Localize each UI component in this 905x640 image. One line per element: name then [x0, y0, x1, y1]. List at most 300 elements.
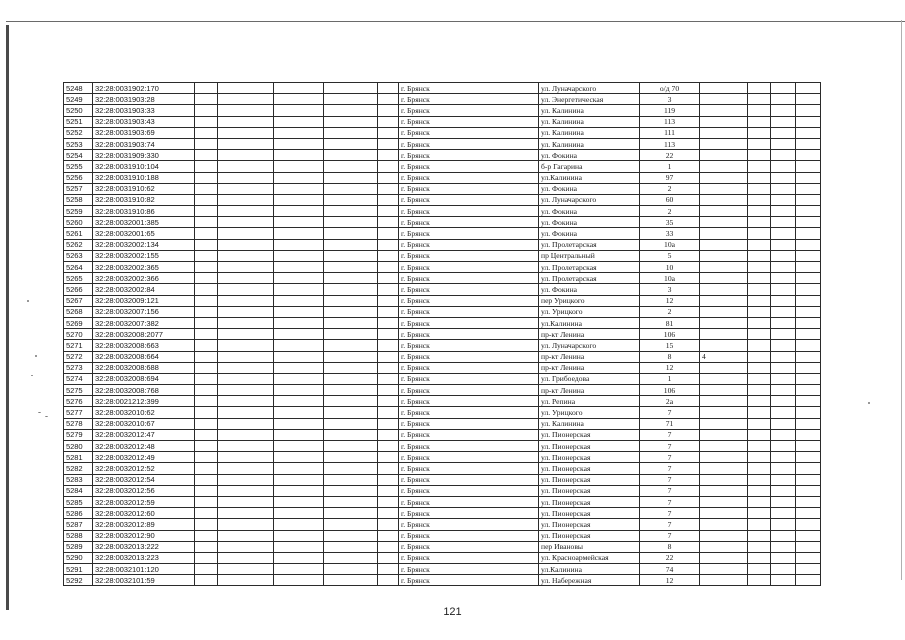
- blank-cell: [195, 452, 218, 463]
- city-cell: г. Брянск: [399, 441, 539, 452]
- blank-cell: [748, 138, 771, 149]
- blank-cell: [195, 496, 218, 507]
- blank-cell: [378, 228, 399, 239]
- cadastral-number: 32:28:0032012:89: [93, 519, 195, 530]
- cadastral-number: 32:28:0031910:104: [93, 161, 195, 172]
- cadastral-number: 32:28:0032012:48: [93, 441, 195, 452]
- street-cell: ул. Фокина: [539, 150, 640, 161]
- record-number: 5277: [64, 407, 93, 418]
- blank-cell: [195, 172, 218, 183]
- blank-cell: [748, 295, 771, 306]
- cadastral-number: 32:28:0031903:69: [93, 127, 195, 138]
- blank-cell: [324, 496, 378, 507]
- blank-cell: [771, 485, 796, 496]
- blank-cell: [796, 172, 821, 183]
- blank-cell: [274, 94, 324, 105]
- record-number: 5291: [64, 564, 93, 575]
- city-cell: г. Брянск: [399, 452, 539, 463]
- blank-cell: [796, 441, 821, 452]
- blank-cell: [324, 183, 378, 194]
- blank-cell: [378, 463, 399, 474]
- blank-cell: [796, 508, 821, 519]
- blank-cell: [748, 83, 771, 94]
- blank-cell: [748, 552, 771, 563]
- table-row: [64, 306, 821, 317]
- record-number: 5275: [64, 385, 93, 396]
- house-cell: 3: [640, 284, 700, 295]
- blank-cell: [218, 474, 274, 485]
- blank-cell: [274, 329, 324, 340]
- blank-cell: [274, 127, 324, 138]
- street-cell: ул. Грибоедова: [539, 373, 640, 384]
- table-row: [64, 429, 821, 440]
- house-cell: 5: [640, 250, 700, 261]
- record-number: 5249: [64, 94, 93, 105]
- blank-cell: [771, 127, 796, 138]
- blank-cell: [796, 228, 821, 239]
- cadastral-number: 32:28:0032013:222: [93, 541, 195, 552]
- cadastral-number: 32:28:0031903:28: [93, 94, 195, 105]
- blank-cell: [195, 418, 218, 429]
- blank-cell: [218, 284, 274, 295]
- blank-cell: [378, 194, 399, 205]
- record-number: 5268: [64, 306, 93, 317]
- blank-cell: [324, 564, 378, 575]
- table-row: [64, 441, 821, 452]
- blank-cell: [378, 306, 399, 317]
- extra-cell: [700, 217, 748, 228]
- blank-cell: [748, 541, 771, 552]
- blank-cell: [771, 273, 796, 284]
- blank-cell: [218, 463, 274, 474]
- blank-cell: [274, 340, 324, 351]
- blank-cell: [796, 396, 821, 407]
- record-number: 5276: [64, 396, 93, 407]
- city-cell: г. Брянск: [399, 429, 539, 440]
- blank-cell: [324, 295, 378, 306]
- city-cell: г. Брянск: [399, 183, 539, 194]
- blank-cell: [218, 575, 274, 586]
- blank-cell: [748, 239, 771, 250]
- blank-cell: [748, 564, 771, 575]
- blank-cell: [218, 452, 274, 463]
- blank-cell: [771, 138, 796, 149]
- table-row: [64, 407, 821, 418]
- blank-cell: [274, 407, 324, 418]
- record-number: 5288: [64, 530, 93, 541]
- blank-cell: [195, 250, 218, 261]
- blank-cell: [195, 351, 218, 362]
- blank-cell: [274, 418, 324, 429]
- table-row: [64, 362, 821, 373]
- street-cell: ул. Урицкого: [539, 306, 640, 317]
- extra-cell: [700, 552, 748, 563]
- blank-cell: [796, 575, 821, 586]
- blank-cell: [324, 284, 378, 295]
- extra-cell: [700, 373, 748, 384]
- blank-cell: [796, 519, 821, 530]
- blank-cell: [771, 541, 796, 552]
- blank-cell: [218, 485, 274, 496]
- city-cell: г. Брянск: [399, 564, 539, 575]
- street-cell: ул. Красноармейская: [539, 552, 640, 563]
- blank-cell: [218, 317, 274, 328]
- street-cell: пер Ивановы: [539, 541, 640, 552]
- blank-cell: [378, 396, 399, 407]
- city-cell: г. Брянск: [399, 150, 539, 161]
- blank-cell: [771, 418, 796, 429]
- blank-cell: [274, 116, 324, 127]
- blank-cell: [195, 407, 218, 418]
- blank-cell: [378, 564, 399, 575]
- blank-cell: [195, 127, 218, 138]
- record-number: 5259: [64, 206, 93, 217]
- blank-cell: [748, 396, 771, 407]
- street-cell: ул.Калинина: [539, 564, 640, 575]
- street-cell: ул. Пролетарская: [539, 273, 640, 284]
- table-row: [64, 217, 821, 228]
- table-row: [64, 105, 821, 116]
- blank-cell: [195, 138, 218, 149]
- blank-cell: [796, 306, 821, 317]
- table-row: [64, 474, 821, 485]
- table-row: [64, 317, 821, 328]
- blank-cell: [748, 250, 771, 261]
- blank-cell: [378, 262, 399, 273]
- blank-cell: [378, 552, 399, 563]
- house-cell: 2а: [640, 396, 700, 407]
- record-number: 5255: [64, 161, 93, 172]
- house-cell: 7: [640, 508, 700, 519]
- extra-cell: [700, 496, 748, 507]
- record-number: 5279: [64, 429, 93, 440]
- blank-cell: [771, 295, 796, 306]
- house-cell: 97: [640, 172, 700, 183]
- extra-cell: [700, 575, 748, 586]
- blank-cell: [274, 206, 324, 217]
- city-cell: г. Брянск: [399, 340, 539, 351]
- blank-cell: [378, 94, 399, 105]
- city-cell: г. Брянск: [399, 396, 539, 407]
- blank-cell: [378, 206, 399, 217]
- registry-body: [64, 83, 821, 586]
- cadastral-number: 32:28:0032013:223: [93, 552, 195, 563]
- record-number: 5285: [64, 496, 93, 507]
- street-cell: пр-кт Ленина: [539, 351, 640, 362]
- house-cell: 113: [640, 138, 700, 149]
- blank-cell: [796, 239, 821, 250]
- blank-cell: [748, 262, 771, 273]
- blank-cell: [748, 418, 771, 429]
- blank-cell: [218, 329, 274, 340]
- blank-cell: [324, 485, 378, 496]
- cadastral-number: 32:28:0031909:330: [93, 150, 195, 161]
- blank-cell: [274, 508, 324, 519]
- blank-cell: [195, 396, 218, 407]
- blank-cell: [378, 441, 399, 452]
- blank-cell: [195, 564, 218, 575]
- city-cell: г. Брянск: [399, 105, 539, 116]
- cadastral-number: 32:28:0032012:49: [93, 452, 195, 463]
- city-cell: г. Брянск: [399, 94, 539, 105]
- record-number: 5284: [64, 485, 93, 496]
- blank-cell: [218, 183, 274, 194]
- table-row: [64, 228, 821, 239]
- extra-cell: [700, 273, 748, 284]
- blank-cell: [378, 250, 399, 261]
- blank-cell: [324, 83, 378, 94]
- blank-cell: [324, 552, 378, 563]
- house-cell: 7: [640, 496, 700, 507]
- blank-cell: [324, 172, 378, 183]
- blank-cell: [218, 564, 274, 575]
- blank-cell: [796, 262, 821, 273]
- blank-cell: [274, 396, 324, 407]
- table-row: [64, 262, 821, 273]
- house-cell: 33: [640, 228, 700, 239]
- house-cell: 1: [640, 161, 700, 172]
- cadastral-number: 32:28:0032002:134: [93, 239, 195, 250]
- house-cell: 8: [640, 351, 700, 362]
- record-number: 5262: [64, 239, 93, 250]
- street-cell: ул. Пионерская: [539, 452, 640, 463]
- blank-cell: [378, 575, 399, 586]
- blank-cell: [274, 530, 324, 541]
- street-cell: ул. Луначарского: [539, 83, 640, 94]
- blank-cell: [195, 317, 218, 328]
- blank-cell: [771, 362, 796, 373]
- street-cell: ул. Пионерская: [539, 496, 640, 507]
- blank-cell: [796, 206, 821, 217]
- blank-cell: [748, 362, 771, 373]
- blank-cell: [195, 362, 218, 373]
- blank-cell: [195, 295, 218, 306]
- extra-cell: [700, 407, 748, 418]
- blank-cell: [378, 138, 399, 149]
- street-cell: пр Центральный: [539, 250, 640, 261]
- city-cell: г. Брянск: [399, 295, 539, 306]
- blank-cell: [796, 496, 821, 507]
- city-cell: г. Брянск: [399, 138, 539, 149]
- street-cell: ул. Пионерская: [539, 441, 640, 452]
- blank-cell: [274, 485, 324, 496]
- blank-cell: [218, 351, 274, 362]
- extra-cell: [700, 474, 748, 485]
- record-number: 5250: [64, 105, 93, 116]
- city-cell: г. Брянск: [399, 273, 539, 284]
- scan-edge-right: [901, 20, 902, 580]
- blank-cell: [748, 530, 771, 541]
- blank-cell: [274, 373, 324, 384]
- blank-cell: [796, 105, 821, 116]
- blank-cell: [796, 94, 821, 105]
- blank-cell: [748, 183, 771, 194]
- blank-cell: [195, 116, 218, 127]
- extra-cell: [700, 530, 748, 541]
- record-number: 5271: [64, 340, 93, 351]
- blank-cell: [748, 463, 771, 474]
- record-number: 5292: [64, 575, 93, 586]
- house-cell: 106: [640, 385, 700, 396]
- cadastral-number: 32:28:0032002:84: [93, 284, 195, 295]
- blank-cell: [195, 273, 218, 284]
- house-cell: 119: [640, 105, 700, 116]
- page-number: 121: [443, 606, 462, 618]
- city-cell: г. Брянск: [399, 575, 539, 586]
- extra-cell: [700, 317, 748, 328]
- blank-cell: [218, 116, 274, 127]
- scan-speck: [45, 416, 48, 417]
- blank-cell: [274, 351, 324, 362]
- blank-cell: [324, 530, 378, 541]
- city-cell: г. Брянск: [399, 127, 539, 138]
- blank-cell: [195, 485, 218, 496]
- extra-cell: [700, 452, 748, 463]
- blank-cell: [378, 496, 399, 507]
- table-row: [64, 83, 821, 94]
- cadastral-number: 32:28:0032012:52: [93, 463, 195, 474]
- blank-cell: [195, 508, 218, 519]
- blank-cell: [218, 541, 274, 552]
- blank-cell: [771, 407, 796, 418]
- blank-cell: [218, 519, 274, 530]
- cadastral-number: 32:28:0032012:90: [93, 530, 195, 541]
- blank-cell: [324, 306, 378, 317]
- blank-cell: [748, 441, 771, 452]
- blank-cell: [324, 105, 378, 116]
- blank-cell: [378, 429, 399, 440]
- blank-cell: [748, 519, 771, 530]
- blank-cell: [195, 373, 218, 384]
- house-cell: 3: [640, 94, 700, 105]
- blank-cell: [195, 183, 218, 194]
- blank-cell: [771, 105, 796, 116]
- record-number: 5273: [64, 362, 93, 373]
- blank-cell: [324, 116, 378, 127]
- blank-cell: [771, 116, 796, 127]
- blank-cell: [218, 396, 274, 407]
- blank-cell: [378, 362, 399, 373]
- scan-speck: [35, 355, 37, 357]
- blank-cell: [324, 161, 378, 172]
- house-cell: 111: [640, 127, 700, 138]
- blank-cell: [218, 340, 274, 351]
- blank-cell: [274, 306, 324, 317]
- table-row: [64, 127, 821, 138]
- table-row: [64, 138, 821, 149]
- record-number: 5254: [64, 150, 93, 161]
- extra-cell: [700, 250, 748, 261]
- blank-cell: [771, 317, 796, 328]
- record-number: 5265: [64, 273, 93, 284]
- cadastral-number: 32:28:0032007:382: [93, 317, 195, 328]
- blank-cell: [748, 340, 771, 351]
- blank-cell: [274, 161, 324, 172]
- blank-cell: [218, 273, 274, 284]
- blank-cell: [771, 351, 796, 362]
- city-cell: г. Брянск: [399, 217, 539, 228]
- blank-cell: [378, 273, 399, 284]
- city-cell: г. Брянск: [399, 206, 539, 217]
- cadastral-number: 32:28:0032012:60: [93, 508, 195, 519]
- blank-cell: [378, 340, 399, 351]
- blank-cell: [748, 172, 771, 183]
- house-cell: 7: [640, 407, 700, 418]
- blank-cell: [378, 329, 399, 340]
- extra-cell: [700, 150, 748, 161]
- extra-cell: [700, 94, 748, 105]
- blank-cell: [274, 105, 324, 116]
- blank-cell: [324, 429, 378, 440]
- blank-cell: [274, 83, 324, 94]
- city-cell: г. Брянск: [399, 329, 539, 340]
- blank-cell: [796, 150, 821, 161]
- blank-cell: [748, 116, 771, 127]
- city-cell: г. Брянск: [399, 485, 539, 496]
- record-number: 5252: [64, 127, 93, 138]
- extra-cell: [700, 116, 748, 127]
- blank-cell: [218, 83, 274, 94]
- blank-cell: [771, 194, 796, 205]
- street-cell: ул. Калинина: [539, 138, 640, 149]
- cadastral-number: 32:28:0032009:121: [93, 295, 195, 306]
- extra-cell: [700, 329, 748, 340]
- blank-cell: [274, 150, 324, 161]
- cadastral-number: 32:28:0031903:43: [93, 116, 195, 127]
- extra-cell: [700, 295, 748, 306]
- house-cell: 12: [640, 575, 700, 586]
- extra-cell: [700, 206, 748, 217]
- blank-cell: [771, 150, 796, 161]
- blank-cell: [274, 385, 324, 396]
- blank-cell: [195, 463, 218, 474]
- table-row: [64, 161, 821, 172]
- blank-cell: [796, 474, 821, 485]
- table-row: [64, 496, 821, 507]
- blank-cell: [771, 262, 796, 273]
- table-row: [64, 452, 821, 463]
- record-number: 5261: [64, 228, 93, 239]
- blank-cell: [796, 530, 821, 541]
- blank-cell: [324, 329, 378, 340]
- blank-cell: [274, 284, 324, 295]
- blank-cell: [771, 329, 796, 340]
- blank-cell: [771, 429, 796, 440]
- house-cell: 7: [640, 474, 700, 485]
- blank-cell: [218, 161, 274, 172]
- record-number: 5280: [64, 441, 93, 452]
- blank-cell: [218, 295, 274, 306]
- street-cell: ул. Фокина: [539, 228, 640, 239]
- street-cell: ул. Пионерская: [539, 474, 640, 485]
- blank-cell: [195, 329, 218, 340]
- blank-cell: [324, 138, 378, 149]
- blank-cell: [378, 407, 399, 418]
- blank-cell: [274, 239, 324, 250]
- blank-cell: [218, 94, 274, 105]
- blank-cell: [748, 329, 771, 340]
- blank-cell: [796, 564, 821, 575]
- blank-cell: [274, 441, 324, 452]
- blank-cell: [218, 105, 274, 116]
- extra-cell: 4: [700, 351, 748, 362]
- street-cell: ул. Пролетарская: [539, 262, 640, 273]
- cadastral-number: 32:28:0032012:47: [93, 429, 195, 440]
- table-row: [64, 329, 821, 340]
- blank-cell: [324, 351, 378, 362]
- city-cell: г. Брянск: [399, 239, 539, 250]
- blank-cell: [796, 250, 821, 261]
